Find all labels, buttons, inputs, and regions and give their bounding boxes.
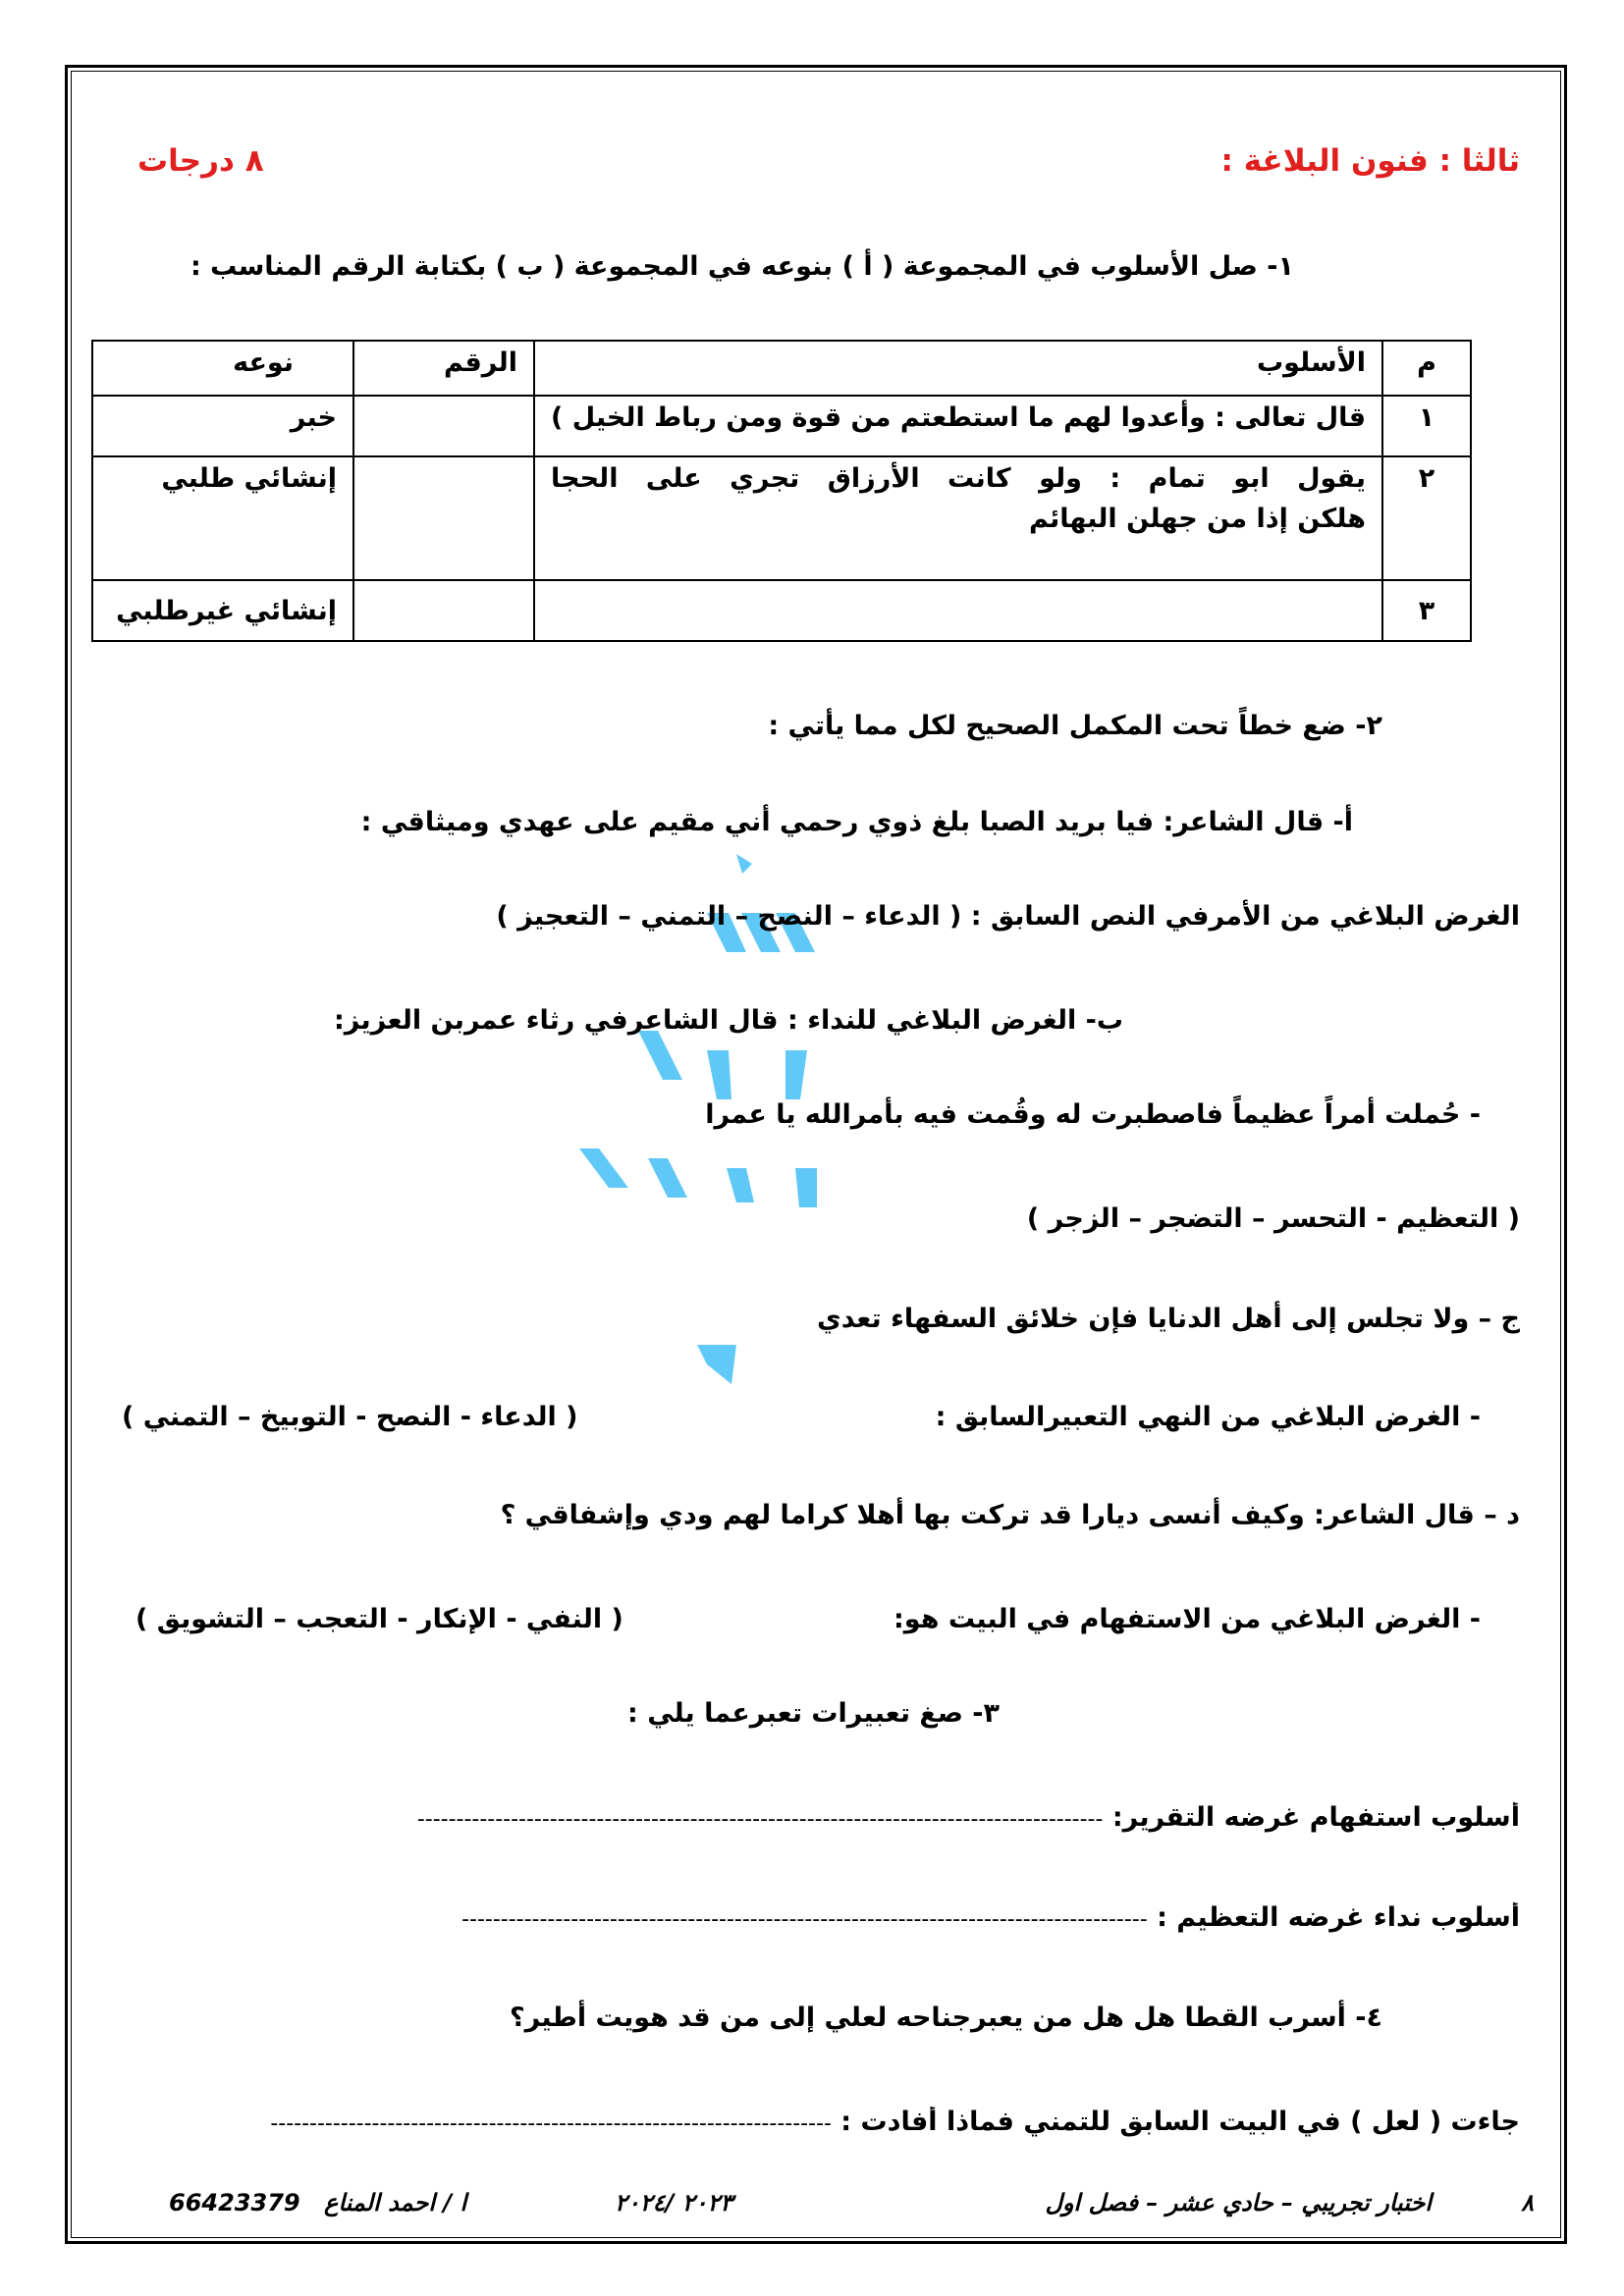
- row-style: [534, 580, 1382, 641]
- answer-line[interactable]: ------------------------------------------------------------------------: [270, 2111, 832, 2136]
- row-number-answer[interactable]: [353, 396, 534, 456]
- row-num: ٢: [1382, 456, 1471, 580]
- row-style-line1: يقول ابو تمام : ولو كانت الأرزاق تجري على الحجا: [551, 463, 1366, 494]
- header-no: الرقم: [353, 341, 534, 396]
- q3-line2-label: أسلوب نداء غرضه التعظيم :: [1157, 1902, 1520, 1933]
- row-type: إنشائي طلبي: [92, 456, 353, 580]
- row-type: إنشائي غيرطلبي: [92, 580, 353, 641]
- q2-d-question: - الغرض البلاغي من الاستفهام في البيت هو:: [893, 1604, 1481, 1634]
- q3-line1-label: أسلوب استفهام غرضه التقرير:: [1111, 1802, 1520, 1833]
- q2-c-question: - الغرض البلاغي من النهي التعبيرالسابق :: [935, 1402, 1481, 1432]
- q1-prompt: ١- صل الأسلوب في المجموعة ( أ ) بنوعه في المجموعة ( ب ) بكتابة الرقم المناسب :: [189, 251, 1294, 282]
- q3-line2: [135, 1902, 1520, 1933]
- answer-line[interactable]: ----------------------------------------------------------------------------------------: [416, 1807, 1104, 1832]
- matching-table: [91, 340, 1472, 642]
- q3-prompt: ٣- صغ تعبيرات تعبرعما يلي :: [627, 1698, 1000, 1729]
- q2-a-text: أ- قال الشاعر: فيا بريد الصبا بلغ ذوي رحمي أني مقيم على عهدي وميثاقي :: [360, 807, 1353, 837]
- q4-prompt: ٤- أسرب القطا هل هل من يعبرجناحه لعلي إلى من قد هويت أطير؟: [509, 2002, 1382, 2033]
- q2-a-purpose: الغرض البلاغي من الأمرفي النص السابق : ( الدعاء – النصح – التمني – التعجيز ): [496, 901, 1520, 932]
- footer-phone: 66423379: [169, 2189, 300, 2216]
- q2-prompt: ٢- ضع خطاً تحت المكمل الصحيح لكل مما يأتي :: [768, 711, 1382, 741]
- footer-exam: اختبار تجريبي – حادي عشر – فصل اول: [1045, 2189, 1432, 2216]
- footer-year: ٢٠٢٣ /٢٠٢٤: [615, 2189, 733, 2216]
- table-row: [92, 580, 1471, 641]
- row-style-line2: هلكن إذا من جهلن البهائم: [1028, 504, 1366, 534]
- q3-line1: [135, 1802, 1520, 1833]
- row-style: قال تعالى : وأعدوا لهم ما استطعتم من قوة ومن رباط الخيل ): [534, 396, 1382, 456]
- header-style: الأسلوب: [534, 341, 1382, 396]
- row-number-answer[interactable]: [353, 456, 534, 580]
- q2-b-verse: - حُملت أمراً عظيماً فاصطبرت له وقُمت فيه بأمرالله يا عمرا: [705, 1099, 1481, 1130]
- row-type: خبر: [92, 396, 353, 456]
- table-header-row: [92, 341, 1471, 396]
- footer-page-number: ٨: [1521, 2189, 1534, 2216]
- row-number-answer[interactable]: [353, 580, 534, 641]
- row-style: [534, 456, 1382, 580]
- row-num: ٣: [1382, 580, 1471, 641]
- q4-question: جاءت ( لعل ) في البيت السابق للتمني فماذا أفادت :: [840, 2107, 1520, 2137]
- q2-c-options: ( الدعاء - النصح - التوبيخ – التمني ): [122, 1402, 578, 1432]
- q2-d-options: ( النفي - الإنكار - التعجب – التشويق ): [135, 1604, 623, 1634]
- q4-line: [126, 2107, 1520, 2137]
- section-title: ثالثا : فنون البلاغة :: [1220, 143, 1520, 179]
- header-num: م: [1382, 341, 1471, 396]
- row-num: ١: [1382, 396, 1471, 456]
- footer-teacher: ا / احمد المناع: [324, 2189, 467, 2216]
- q2-d-text: د – قال الشاعر: وكيف أنسى ديارا قد تركت بها أهلا كراما لهم ودي وإشفاقي ؟: [500, 1500, 1520, 1530]
- q2-b-text: ب- الغرض البلاغي للنداء : قال الشاعرفي رثاء عمربن العزيز:: [333, 1005, 1123, 1036]
- table-row: [92, 396, 1471, 456]
- table-row: [92, 456, 1471, 580]
- section-grade: ٨ درجات: [137, 143, 264, 179]
- header-type: نوعه: [92, 341, 353, 396]
- q2-b-options: ( التعظيم - التحسر – التضجر – الزجر ): [1026, 1203, 1520, 1234]
- q2-c-text: ج – ولا تجلس إلى أهل الدنايا فإن خلائق السفهاء تعدي: [816, 1304, 1520, 1334]
- answer-line[interactable]: ----------------------------------------------------------------------------------------: [461, 1907, 1148, 1932]
